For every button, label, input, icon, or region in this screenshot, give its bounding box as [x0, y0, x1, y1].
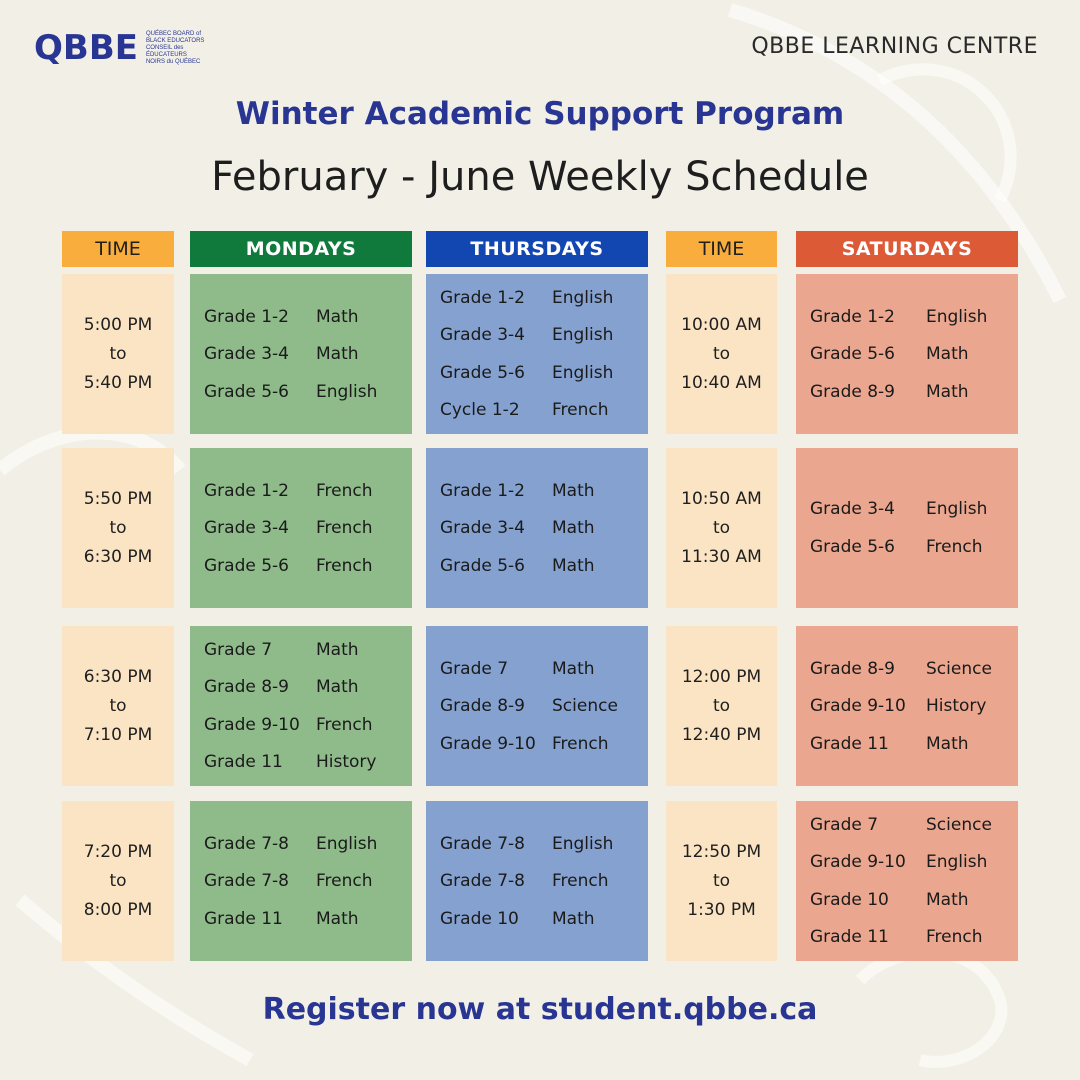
session-grade: Grade 11: [810, 733, 889, 754]
time-start: 5:00 PM: [83, 314, 153, 335]
logo-mark: QBBE: [34, 28, 138, 68]
time-header: TIME: [62, 231, 174, 267]
session-subject: Math: [316, 908, 359, 929]
session-row: [204, 335, 412, 373]
session-grade: Grade 5-6: [440, 362, 525, 383]
time-start: 10:00 AM: [681, 314, 762, 335]
session-row: [440, 509, 648, 547]
session-subject: Science: [552, 696, 618, 716]
session-row: [204, 631, 412, 669]
saturdays-session-block: [796, 801, 1018, 961]
qbbe-logo: [34, 30, 216, 66]
time-sep: to: [712, 343, 731, 364]
session-row: [810, 298, 1018, 336]
mondays-header: MONDAYS: [190, 231, 412, 267]
session-row: [810, 373, 1018, 411]
time-sep: to: [109, 517, 127, 538]
mondays-session-block: [190, 801, 412, 961]
session-subject: English: [926, 852, 988, 873]
session-grade: Grade 9-10: [204, 714, 300, 735]
time-sep: to: [712, 517, 731, 538]
session-grade: Grade 5-6: [810, 536, 895, 557]
session-subject: French: [926, 927, 983, 948]
session-row: [810, 844, 1018, 882]
mondays-session-block: [190, 626, 412, 786]
session-row: [204, 900, 412, 938]
thursdays-session-block: [426, 448, 648, 608]
session-subject: Math: [552, 908, 595, 929]
session-grade: Grade 11: [204, 908, 283, 929]
session-subject: English: [552, 362, 614, 383]
session-subject: Science: [926, 658, 992, 679]
logo-subtext: [146, 31, 216, 66]
saturdays-session-block: [796, 274, 1018, 434]
session-grade: Grade 3-4: [810, 499, 895, 520]
session-subject: Math: [316, 306, 359, 327]
session-row: [440, 900, 648, 938]
time-slot: [62, 626, 174, 786]
session-row: [810, 806, 1018, 844]
session-grade: Grade 7-8: [440, 833, 525, 854]
time-end: 6:30 PM: [83, 546, 153, 567]
session-row: [440, 317, 648, 355]
session-subject: Math: [552, 658, 595, 679]
session-row: [204, 744, 412, 782]
session-subject: English: [552, 287, 614, 308]
session-subject: Math: [926, 344, 969, 364]
session-grade: Grade 8-9: [440, 696, 525, 716]
session-subject: Science: [926, 814, 992, 835]
logo-sub-line: BLACK EDUCATORS: [145, 37, 205, 44]
session-grade: Grade 5-6: [204, 381, 289, 402]
session-row: [440, 825, 648, 863]
session-subject: Math: [926, 889, 969, 910]
time-start: 7:20 PM: [83, 841, 153, 862]
session-subject: Math: [316, 677, 359, 698]
session-subject: French: [552, 871, 609, 891]
session-subject: Math: [926, 381, 969, 402]
page-title: Winter Academic Support Program: [235, 96, 845, 132]
mondays-session-block: [190, 274, 412, 434]
session-subject: French: [316, 714, 373, 735]
session-grade: Grade 11: [204, 752, 283, 773]
session-row: [440, 279, 648, 317]
session-grade: Grade 5-6: [204, 555, 289, 576]
session-row: [204, 669, 412, 707]
session-subject: Math: [316, 639, 359, 660]
session-grade: Grade 8-9: [204, 677, 289, 698]
session-grade: Grade 3-4: [440, 325, 525, 346]
time-slot: [62, 274, 174, 434]
register-cta[interactable]: Register now at student.qbbe.ca: [262, 992, 818, 1027]
saturdays-session-block: [796, 626, 1018, 786]
session-grade: Grade 8-9: [810, 381, 895, 402]
session-subject: English: [552, 325, 614, 346]
session-row: [204, 547, 412, 585]
session-row: [440, 547, 648, 585]
session-subject: English: [926, 499, 988, 520]
time-sep: to: [109, 343, 127, 364]
time-end: 1:30 PM: [687, 899, 756, 920]
time-slot: [62, 448, 174, 608]
time-slot: [666, 448, 777, 608]
session-grade: Grade 5-6: [440, 555, 525, 576]
learning-centre-label: QBBE LEARNING CENTRE: [751, 34, 1038, 59]
session-row: [440, 725, 648, 763]
session-grade: Grade 1-2: [440, 480, 525, 501]
session-grade: Grade 7-8: [204, 871, 289, 891]
time-slot: [666, 274, 777, 434]
time-sep: to: [109, 870, 127, 891]
time-end: 10:40 AM: [681, 372, 762, 393]
time-start: 5:50 PM: [83, 488, 153, 509]
session-grade: Grade 3-4: [440, 518, 525, 538]
time-slot: [666, 626, 777, 786]
session-subject: French: [552, 400, 609, 421]
time-end: 5:40 PM: [83, 372, 153, 393]
session-grade: Grade 1-2: [810, 306, 895, 327]
thursdays-session-block: [426, 274, 648, 434]
saturdays-header: SATURDAYS: [796, 231, 1018, 267]
session-row: [810, 687, 1018, 725]
session-row: [204, 472, 412, 510]
time-start: 12:50 PM: [681, 841, 762, 862]
session-subject: French: [316, 518, 373, 538]
logo-sub-line: CONSEIL des ÉDUCATEURS: [145, 44, 187, 58]
time-header: TIME: [666, 231, 777, 267]
time-slot: [666, 801, 777, 961]
saturdays-session-block: [796, 448, 1018, 608]
session-subject: History: [926, 696, 987, 716]
session-row: [440, 687, 648, 725]
session-subject: Math: [552, 480, 595, 501]
session-row: [440, 650, 648, 688]
session-grade: Grade 8-9: [810, 658, 895, 679]
session-grade: Grade 10: [810, 889, 889, 910]
time-start: 12:00 PM: [681, 666, 762, 687]
session-grade: Grade 7-8: [204, 833, 289, 854]
session-grade: Grade 3-4: [204, 518, 289, 538]
session-subject: French: [926, 536, 983, 557]
session-grade: Grade 7: [440, 658, 509, 679]
session-row: [204, 373, 412, 411]
session-grade: Grade 10: [440, 908, 519, 929]
session-grade: Grade 7: [204, 639, 273, 660]
session-grade: Grade 11: [810, 927, 889, 948]
session-row: [810, 919, 1018, 957]
session-grade: Cycle 1-2: [440, 400, 520, 421]
mondays-session-block: [190, 448, 412, 608]
time-end: 11:30 AM: [681, 546, 762, 567]
session-subject: French: [316, 480, 373, 501]
session-row: [204, 825, 412, 863]
session-subject: English: [552, 833, 614, 854]
session-row: [810, 528, 1018, 566]
session-grade: Grade 7-8: [440, 871, 525, 891]
session-row: [810, 881, 1018, 919]
time-end: 8:00 PM: [83, 899, 153, 920]
time-slot: [62, 801, 174, 961]
time-sep: to: [712, 695, 731, 716]
time-start: 6:30 PM: [83, 666, 153, 687]
time-end: 12:40 PM: [681, 724, 762, 745]
page-subtitle: February - June Weekly Schedule: [211, 154, 869, 200]
session-subject: French: [316, 555, 373, 576]
session-subject: French: [552, 733, 609, 754]
session-row: [810, 725, 1018, 763]
session-row: [204, 509, 412, 547]
session-grade: Grade 9-10: [810, 696, 906, 716]
session-grade: Grade 7: [810, 814, 879, 835]
session-row: [810, 491, 1018, 529]
session-grade: Grade 1-2: [204, 306, 289, 327]
session-row: [810, 335, 1018, 373]
session-subject: Math: [316, 344, 359, 364]
session-subject: History: [316, 752, 377, 773]
session-subject: Math: [926, 733, 969, 754]
session-row: [204, 298, 412, 336]
session-row: [440, 392, 648, 430]
thursdays-session-block: [426, 801, 648, 961]
session-row: [440, 862, 648, 900]
session-grade: Grade 3-4: [204, 344, 289, 364]
time-sep: to: [109, 695, 127, 716]
session-grade: Grade 1-2: [204, 480, 289, 501]
session-grade: Grade 5-6: [810, 344, 895, 364]
session-row: [204, 862, 412, 900]
logo-sub-line: QUÉBEC BOARD of: [145, 30, 201, 37]
session-row: [440, 472, 648, 510]
time-end: 7:10 PM: [83, 724, 153, 745]
time-start: 10:50 AM: [681, 488, 762, 509]
session-row: [810, 650, 1018, 688]
thursdays-session-block: [426, 626, 648, 786]
thursdays-header: THURSDAYS: [426, 231, 648, 267]
session-subject: English: [926, 306, 988, 327]
session-grade: Grade 9-10: [810, 852, 906, 873]
session-subject: French: [316, 871, 373, 891]
session-row: [204, 706, 412, 744]
session-grade: Grade 1-2: [440, 287, 525, 308]
session-grade: Grade 9-10: [440, 733, 536, 754]
session-row: [440, 354, 648, 392]
time-sep: to: [712, 870, 731, 891]
session-subject: Math: [552, 518, 595, 538]
logo-sub-line: NOIRS du QUÉBEC: [145, 58, 201, 65]
session-subject: English: [316, 381, 378, 402]
session-subject: English: [316, 833, 378, 854]
session-subject: Math: [552, 555, 595, 576]
